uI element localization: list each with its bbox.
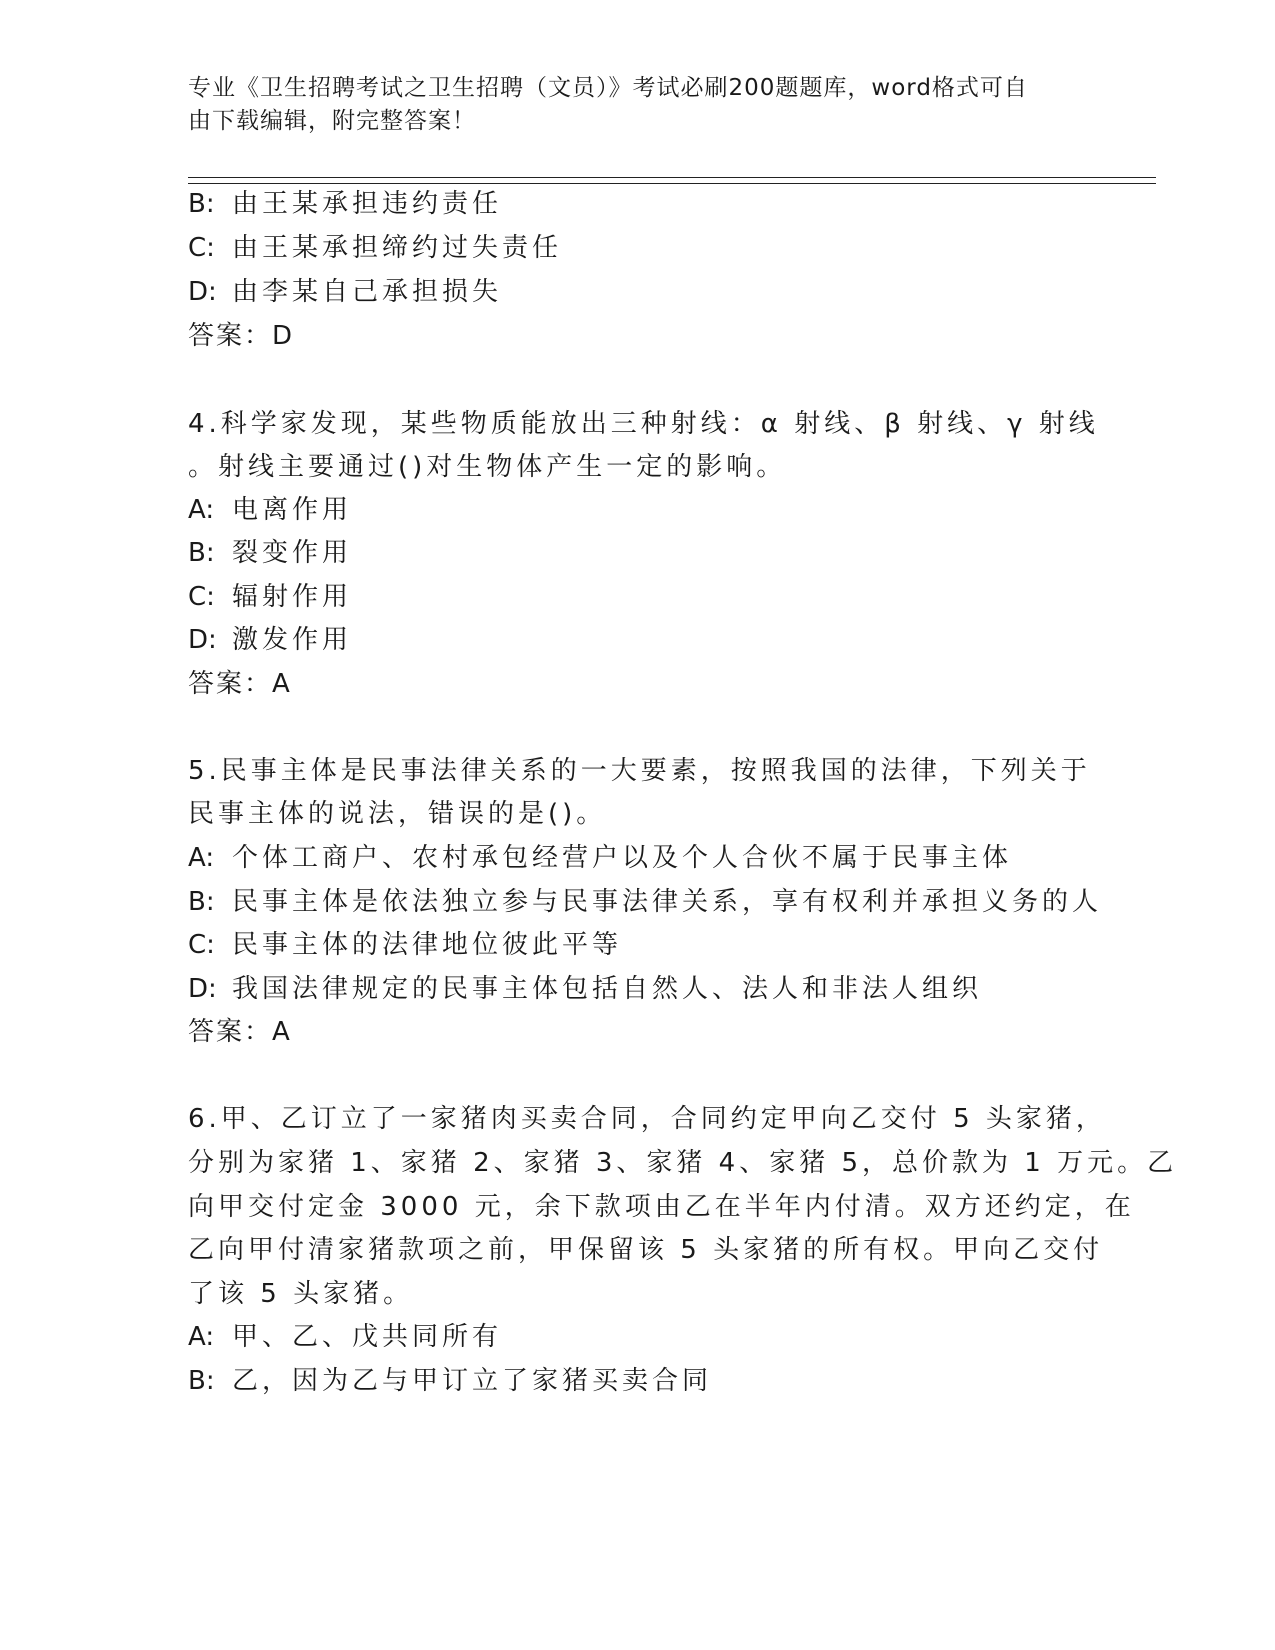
q6-option-b: B: 乙，因为乙与甲订立了家猪买卖合同 xyxy=(188,1366,713,1396)
q5-option-d: D: 我国法律规定的民事主体包括自然人、法人和非法人组织 xyxy=(188,974,983,1004)
q5-stem-line-1: 5.民事主体是民事法律关系的一大要素，按照我国的法律，下列关于 xyxy=(188,756,1091,786)
q6-option-a: A: 甲、乙、戊共同所有 xyxy=(188,1322,503,1352)
q4-option-b: B: 裂变作用 xyxy=(188,538,353,568)
q3-option-c: C: 由王某承担缔约过失责任 xyxy=(188,233,563,263)
q6-stem-line-2: 分别为家猪 1、家猪 2、家猪 3、家猪 4、家猪 5，总价款为 1 万元。乙 xyxy=(188,1148,1178,1178)
document-header xyxy=(188,72,1088,138)
q5-stem-line-2: 民事主体的说法，错误的是()。 xyxy=(188,799,607,829)
q4-option-a: A: 电离作用 xyxy=(188,495,353,525)
q6-stem-line-4: 乙向甲付清家猪款项之前，甲保留该 5 头家猪的所有权。甲向乙交付 xyxy=(188,1235,1104,1265)
q3-option-b: B: 由王某承担违约责任 xyxy=(188,189,503,219)
q6-stem-line-1: 6.甲、乙订立了一家猪肉买卖合同，合同约定甲向乙交付 5 头家猪， xyxy=(188,1104,1106,1134)
q5-option-c: C: 民事主体的法律地位彼此平等 xyxy=(188,930,623,960)
q6-stem-line-5: 了该 5 头家猪。 xyxy=(188,1279,414,1309)
q4-option-c: C: 辐射作用 xyxy=(188,582,353,612)
q5-option-a: A: 个体工商户、农村承包经营户以及个人合伙不属于民事主体 xyxy=(188,843,1013,873)
q4-stem-line-2: 。射线主要通过()对生物体产生一定的影响。 xyxy=(188,452,787,482)
q4-answer: 答案：A xyxy=(188,669,291,699)
header-line-1: 专业《卫生招聘考试之卫生招聘（文员）》考试必刷200题题库，word格式可自 xyxy=(188,75,1028,101)
q6-stem-line-3: 向甲交付定金 3000 元，余下款项由乙在半年内付清。双方还约定，在 xyxy=(188,1192,1135,1222)
q4-stem-line-1: 4.科学家发现，某些物质能放出三种射线：α 射线、β 射线、γ 射线 xyxy=(188,409,1099,439)
q5-answer: 答案：A xyxy=(188,1017,291,1047)
q4-option-d: D: 激发作用 xyxy=(188,625,353,655)
header-divider-bottom xyxy=(188,183,1156,184)
q3-answer: 答案：D xyxy=(188,321,294,351)
header-divider-top xyxy=(188,177,1156,178)
q5-option-b: B: 民事主体是依法独立参与民事法律关系，享有权利并承担义务的人 xyxy=(188,887,1103,917)
q3-option-d: D: 由李某自己承担损失 xyxy=(188,277,503,307)
header-line-2: 由下载编辑，附完整答案！ xyxy=(188,108,476,134)
